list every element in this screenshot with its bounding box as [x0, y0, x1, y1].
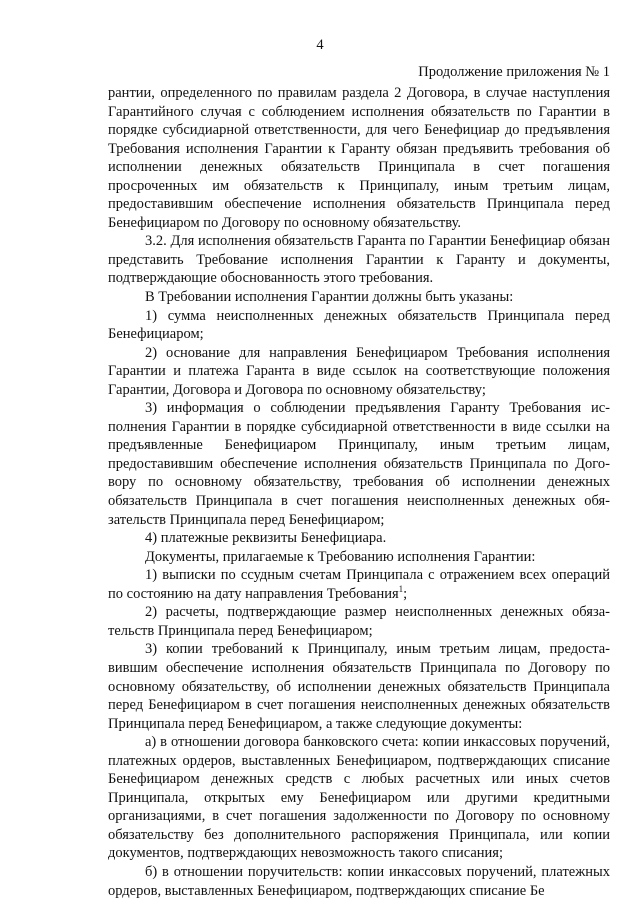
paragraph: 1) сумма неисполненных денежных обязательств Принципала перед Бенефициаром;	[108, 307, 610, 343]
paragraph-text-end: ;	[403, 585, 408, 602]
paragraph	[108, 566, 610, 603]
footnote-marker: 1	[398, 583, 404, 594]
paragraph: 3.2. Для исполнения обязательств Гаранта по Гарантии Бенефициар обязан представить Требование исполнения Гарантии к Гаранту и документы, подтверждающие обоснованность этого требования.	[108, 233, 610, 287]
paragraph: 2) основание для направления Бенефициаром Требования исполнения Гарантии и платежа Гаранта в виде ссылок на соответствующие положения Гарантии, Договора и Договора по основному обязательству;	[108, 344, 610, 398]
paragraph: 3) информация о соблюдении предъявления Гаранту Требования исполнения Гарантии в порядке субсидиарной ответственности в виде ссылки на предъявленные Бенефициаром Принципалу, иным третьим лицам, предоставившим обеспечение исполнения обязательств Принципала по Договору по основному обязательству, требования об исполнении денежных обязательств Принципала в счет погашения неисполненных денежных обязательств Принципала перед Бенефициаром;	[108, 400, 610, 528]
paragraph: б) в отношении поручительств: копии инкассовых поручений, платежных ордеров, выставленных Бенефициаром, подтверждающих списание Бе	[108, 863, 610, 899]
paragraph: 3) копии требований к Принципалу, иным третьим лицам, предоставившим обеспечение исполнения обязательств Принципала по Договору по основному обязательству, об исполнении денежных обязательств Принципала перед Бенефициаром в счет погашения неисполненных денежных обязательств Принципала перед Бенефициаром, а также следующие документы:	[108, 641, 610, 732]
paragraph: рантии, определенного по правилам раздела 2 Договора, в случае наступления Гарантийного случая с соблюдением исполнения обязательств по Гарантии в порядке субсидиарной ответственности, для чего Бенефициар до предъявления Требования исполнения Гарантии к Гаранту обязан предъявить требования об исполнении денежных обязательств Принципала в счет погашения просроченных им обязательств к Принципалу, иным третьим лицам, предоставившим обеспечение исполнения обязательств Принципала перед Бенефициаром по Договору по основному обязательству.	[108, 85, 610, 231]
paragraph: а) в отношении договора банковского счета: копии инкассовых поручений, платежных ордеров, выставленных Бенефициаром, подтверждающих списание Бенефициаром денежных средств с любых расчетных или иных счетов Принципала, открытых ему Бенефициаром или другими кредитными организациями, в счет погашения задолженности по Договору по основному обязательству без дополнительного распоряжения Принципала, или копии документов, подтверждающих невозможность такого списания;	[108, 734, 610, 862]
paragraph-text: 1) выписки по ссудным счетам Принципала с отражением всех операций по состоянию на дату направления Требования	[108, 567, 610, 602]
paragraph: 4) платежные реквизиты Бенефициара.	[145, 530, 387, 547]
continuation-header: Продолжение приложения № 1	[418, 64, 610, 80]
page-number: 4	[316, 37, 324, 53]
paragraph: Документы, прилагаемые к Требованию исполнения Гарантии:	[145, 548, 536, 565]
paragraph: В Требовании исполнения Гарантии должны быть указаны:	[145, 289, 514, 306]
paragraph: 2) расчеты, подтверждающие размер неисполненных денежных обязательств Принципала перед Бенефициаром;	[108, 604, 610, 639]
document-body	[108, 84, 610, 900]
